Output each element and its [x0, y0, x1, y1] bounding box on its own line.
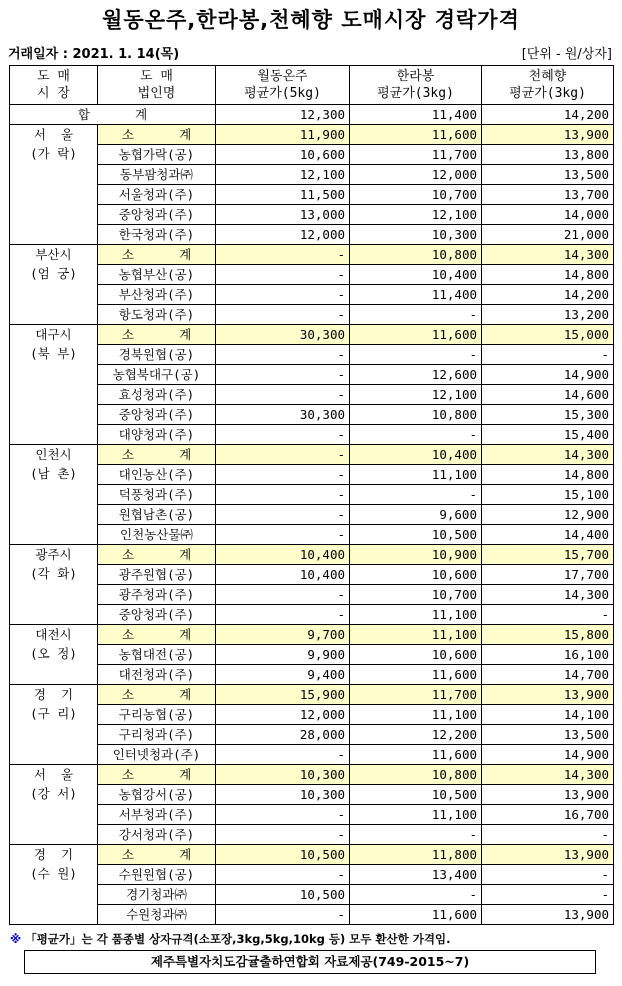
corp-cell: 수원청과㈜: [98, 905, 216, 925]
table-row: [10, 805, 614, 825]
corp-cell: 중앙청과(주): [98, 405, 216, 425]
col1-cell: -: [216, 485, 350, 505]
col1-cell: -: [216, 245, 350, 265]
market-cell: 서 울 (가 락): [10, 125, 98, 245]
col2-cell: 10,800: [350, 765, 482, 785]
corp-cell: 강서청과(주): [98, 825, 216, 845]
col2-cell: 9,600: [350, 505, 482, 525]
subtotal-row: [10, 625, 614, 645]
table-row: [10, 785, 614, 805]
table-row: [10, 665, 614, 685]
col3-cell: 13,200: [482, 305, 614, 325]
col1-cell: 13,000: [216, 205, 350, 225]
col3-cell: 15,700: [482, 545, 614, 565]
col2-cell: 10,700: [350, 585, 482, 605]
col3-cell: 14,600: [482, 385, 614, 405]
corp-cell: 동부팜청과㈜: [98, 165, 216, 185]
table-row: [10, 385, 614, 405]
col2-cell: -: [350, 425, 482, 445]
col1-cell: 10,500: [216, 885, 350, 905]
col2-cell: 10,500: [350, 525, 482, 545]
col2-cell: 10,900: [350, 545, 482, 565]
header-col2: 한라봉 평균가(3kg): [350, 66, 482, 105]
subtotal-row: [10, 685, 614, 705]
col1-cell: 10,300: [216, 765, 350, 785]
col2-cell: 10,600: [350, 565, 482, 585]
market-cell: 서 울 (강 서): [10, 765, 98, 845]
table-row: [10, 525, 614, 545]
corp-cell: 원협남촌(공): [98, 505, 216, 525]
col3-cell: 15,000: [482, 325, 614, 345]
col3-cell: 13,500: [482, 165, 614, 185]
corp-cell: 소 계: [98, 125, 216, 145]
table-row: [10, 305, 614, 325]
subtotal-row: [10, 545, 614, 565]
col1-cell: -: [216, 585, 350, 605]
col1-cell: -: [216, 425, 350, 445]
col1-cell: -: [216, 825, 350, 845]
col1-cell: -: [216, 365, 350, 385]
col1-cell: 9,900: [216, 645, 350, 665]
col2-cell: 10,400: [350, 265, 482, 285]
col2-cell: 12,100: [350, 205, 482, 225]
corp-cell: 소 계: [98, 685, 216, 705]
footnote: [10, 931, 450, 947]
col3-cell: 14,800: [482, 265, 614, 285]
trade-date: 거래일자 : 2021. 1. 14(목): [8, 47, 180, 62]
col1-cell: 11,900: [216, 125, 350, 145]
corp-cell: 대인농산(주): [98, 465, 216, 485]
col3-cell: 14,300: [482, 585, 614, 605]
subtotal-row: [10, 245, 614, 265]
corp-cell: 서울청과(주): [98, 185, 216, 205]
table-row: [10, 405, 614, 425]
corp-cell: 농협강서(공): [98, 785, 216, 805]
corp-cell: 수원원협(공): [98, 865, 216, 885]
col2-cell: 12,200: [350, 725, 482, 745]
corp-cell: 소 계: [98, 625, 216, 645]
col1-cell: 30,300: [216, 405, 350, 425]
col3-cell: 21,000: [482, 225, 614, 245]
col1-cell: -: [216, 805, 350, 825]
corp-cell: 대전청과(주): [98, 665, 216, 685]
col3-cell: -: [482, 865, 614, 885]
col1-cell: -: [216, 305, 350, 325]
col2-cell: -: [350, 825, 482, 845]
table-row: [10, 345, 614, 365]
col3-cell: 14,100: [482, 705, 614, 725]
col3-cell: 17,700: [482, 565, 614, 585]
page-title: 월동온주,한라봉,천혜향 도매시장 경락가격: [102, 8, 520, 32]
col3-cell: 13,900: [482, 905, 614, 925]
corp-cell: 소 계: [98, 545, 216, 565]
corp-cell: 농협가락(공): [98, 145, 216, 165]
header-col1: 월동온주 평균가(5kg): [216, 66, 350, 105]
col2-cell: 11,100: [350, 805, 482, 825]
col2-cell: 11,100: [350, 605, 482, 625]
col3-cell: 13,900: [482, 845, 614, 865]
table-row: [10, 145, 614, 165]
table-row: [10, 165, 614, 185]
col1-cell: -: [216, 745, 350, 765]
col1-cell: -: [216, 865, 350, 885]
col2-cell: 10,400: [350, 445, 482, 465]
col1-cell: 10,400: [216, 565, 350, 585]
market-cell: 대구시 (북 부): [10, 325, 98, 445]
col3-cell: -: [482, 345, 614, 365]
header-corp: 도 매 법인명: [98, 66, 216, 105]
col2-cell: 11,600: [350, 665, 482, 685]
market-cell: 경 기 (구 리): [10, 685, 98, 765]
corp-cell: 효성청과(주): [98, 385, 216, 405]
table-row: [10, 645, 614, 665]
table-row: [10, 585, 614, 605]
col3-cell: 16,700: [482, 805, 614, 825]
col3-cell: 13,800: [482, 145, 614, 165]
total-col3: 14,200: [482, 105, 614, 125]
market-cell: 광주시 (각 화): [10, 545, 98, 625]
corp-cell: 덕풍청과(주): [98, 485, 216, 505]
col1-cell: -: [216, 265, 350, 285]
table-row: [10, 365, 614, 385]
corp-cell: 광주원협(공): [98, 565, 216, 585]
col2-cell: -: [350, 485, 482, 505]
col3-cell: 14,300: [482, 245, 614, 265]
col2-cell: 13,400: [350, 865, 482, 885]
total-col1: 12,300: [216, 105, 350, 125]
corp-cell: 경북원협(공): [98, 345, 216, 365]
col3-cell: 14,400: [482, 525, 614, 545]
corp-cell: 인터넷청과(주): [98, 745, 216, 765]
corp-cell: 농협대전(공): [98, 645, 216, 665]
col1-cell: -: [216, 385, 350, 405]
corp-cell: 대양청과(주): [98, 425, 216, 445]
corp-cell: 중앙청과(주): [98, 605, 216, 625]
col3-cell: 15,800: [482, 625, 614, 645]
col2-cell: 10,800: [350, 405, 482, 425]
corp-cell: 인천농산물㈜: [98, 525, 216, 545]
table-row: [10, 425, 614, 445]
table-row: [10, 905, 614, 925]
col2-cell: 11,600: [350, 745, 482, 765]
corp-cell: 항도청과(주): [98, 305, 216, 325]
table-row: [10, 225, 614, 245]
col3-cell: 16,100: [482, 645, 614, 665]
unit-label: [단위 - 원/상자]: [521, 47, 612, 62]
corp-cell: 한국청과(주): [98, 225, 216, 245]
col2-cell: 10,500: [350, 785, 482, 805]
table-row: [10, 885, 614, 905]
table-row: [10, 605, 614, 625]
col3-cell: 14,800: [482, 465, 614, 485]
source-footer: 제주특별자치도감귤출하연합회 자료제공(749-2015~7): [24, 950, 596, 974]
corp-cell: 농협부산(공): [98, 265, 216, 285]
corp-cell: 부산청과(주): [98, 285, 216, 305]
col1-cell: -: [216, 465, 350, 485]
table-row: [10, 465, 614, 485]
table-row: [10, 705, 614, 725]
market-cell: 부산시 (엄 궁): [10, 245, 98, 325]
col2-cell: -: [350, 305, 482, 325]
col2-cell: 10,700: [350, 185, 482, 205]
note-mark: ※: [10, 932, 22, 946]
col1-cell: -: [216, 505, 350, 525]
col1-cell: 12,100: [216, 165, 350, 185]
table-row: [10, 745, 614, 765]
col3-cell: 12,900: [482, 505, 614, 525]
col1-cell: 10,400: [216, 545, 350, 565]
table-row: [10, 285, 614, 305]
corp-cell: 중앙청과(주): [98, 205, 216, 225]
col1-cell: 12,000: [216, 705, 350, 725]
col1-cell: 9,400: [216, 665, 350, 685]
col3-cell: 13,700: [482, 185, 614, 205]
col2-cell: 11,600: [350, 905, 482, 925]
col2-cell: 11,700: [350, 145, 482, 165]
subtotal-row: [10, 765, 614, 785]
col1-cell: -: [216, 285, 350, 305]
corp-cell: 서부청과(주): [98, 805, 216, 825]
col1-cell: -: [216, 525, 350, 545]
col2-cell: 11,600: [350, 125, 482, 145]
table-row: [10, 265, 614, 285]
col2-cell: 10,300: [350, 225, 482, 245]
col3-cell: 13,900: [482, 685, 614, 705]
corp-cell: 소 계: [98, 445, 216, 465]
table-row: [10, 485, 614, 505]
col1-cell: 10,600: [216, 145, 350, 165]
table-row: [10, 825, 614, 845]
col2-cell: 11,100: [350, 625, 482, 645]
note-text: 「평균가」는 각 품종별 상자규격(소포장,3kg,5kg,10kg 등) 모두 환산한 가격임.: [21, 932, 451, 946]
col2-cell: 12,600: [350, 365, 482, 385]
col3-cell: 15,400: [482, 425, 614, 445]
col2-cell: 10,600: [350, 645, 482, 665]
header-market: 도 매 시 장: [10, 66, 98, 105]
corp-cell: 경기청과㈜: [98, 885, 216, 905]
corp-cell: 구리청과(주): [98, 725, 216, 745]
col3-cell: -: [482, 885, 614, 905]
col1-cell: 12,000: [216, 225, 350, 245]
col1-cell: -: [216, 905, 350, 925]
corp-cell: 소 계: [98, 845, 216, 865]
col1-cell: 10,500: [216, 845, 350, 865]
corp-cell: 소 계: [98, 325, 216, 345]
col3-cell: 13,900: [482, 125, 614, 145]
col2-cell: 12,100: [350, 385, 482, 405]
col2-cell: 11,100: [350, 465, 482, 485]
col2-cell: 10,800: [350, 245, 482, 265]
col1-cell: 11,500: [216, 185, 350, 205]
total-col2: 11,400: [350, 105, 482, 125]
col2-cell: 11,600: [350, 325, 482, 345]
col2-cell: -: [350, 345, 482, 365]
table-row: [10, 725, 614, 745]
col3-cell: 14,300: [482, 445, 614, 465]
col1-cell: 15,900: [216, 685, 350, 705]
col1-cell: 9,700: [216, 625, 350, 645]
col2-cell: 11,700: [350, 685, 482, 705]
col3-cell: 14,900: [482, 365, 614, 385]
col2-cell: 11,100: [350, 705, 482, 725]
col3-cell: 15,300: [482, 405, 614, 425]
col1-cell: 10,300: [216, 785, 350, 805]
table-row: [10, 505, 614, 525]
total-row: [10, 105, 614, 125]
corp-cell: 광주청과(주): [98, 585, 216, 605]
subtotal-row: [10, 445, 614, 465]
table-row: [10, 565, 614, 585]
table-row: [10, 865, 614, 885]
col2-cell: 11,400: [350, 285, 482, 305]
corp-cell: 농협북대구(공): [98, 365, 216, 385]
market-cell: 대전시 (오 정): [10, 625, 98, 685]
col2-cell: 12,000: [350, 165, 482, 185]
col3-cell: -: [482, 605, 614, 625]
header-col3: 천혜향 평균가(3kg): [482, 66, 614, 105]
market-cell: 경 기 (수 원): [10, 845, 98, 925]
col1-cell: 30,300: [216, 325, 350, 345]
col3-cell: 15,100: [482, 485, 614, 505]
subtotal-row: [10, 325, 614, 345]
subtotal-row: [10, 845, 614, 865]
market-cell: 인천시 (남 촌): [10, 445, 98, 545]
col3-cell: 13,900: [482, 785, 614, 805]
col3-cell: 14,200: [482, 285, 614, 305]
col3-cell: 14,000: [482, 205, 614, 225]
col1-cell: 28,000: [216, 725, 350, 745]
total-label: 합 계: [10, 105, 216, 125]
col3-cell: 14,300: [482, 765, 614, 785]
header-row: [10, 66, 614, 105]
col1-cell: -: [216, 605, 350, 625]
price-table: [9, 65, 614, 925]
col3-cell: 14,700: [482, 665, 614, 685]
col1-cell: -: [216, 445, 350, 465]
corp-cell: 소 계: [98, 245, 216, 265]
col2-cell: -: [350, 885, 482, 905]
col2-cell: 11,800: [350, 845, 482, 865]
corp-cell: 소 계: [98, 765, 216, 785]
corp-cell: 구리농협(공): [98, 705, 216, 725]
col1-cell: -: [216, 345, 350, 365]
col3-cell: 14,900: [482, 745, 614, 765]
col3-cell: 13,500: [482, 725, 614, 745]
table-row: [10, 205, 614, 225]
subtotal-row: [10, 125, 614, 145]
table-row: [10, 185, 614, 205]
col3-cell: -: [482, 825, 614, 845]
